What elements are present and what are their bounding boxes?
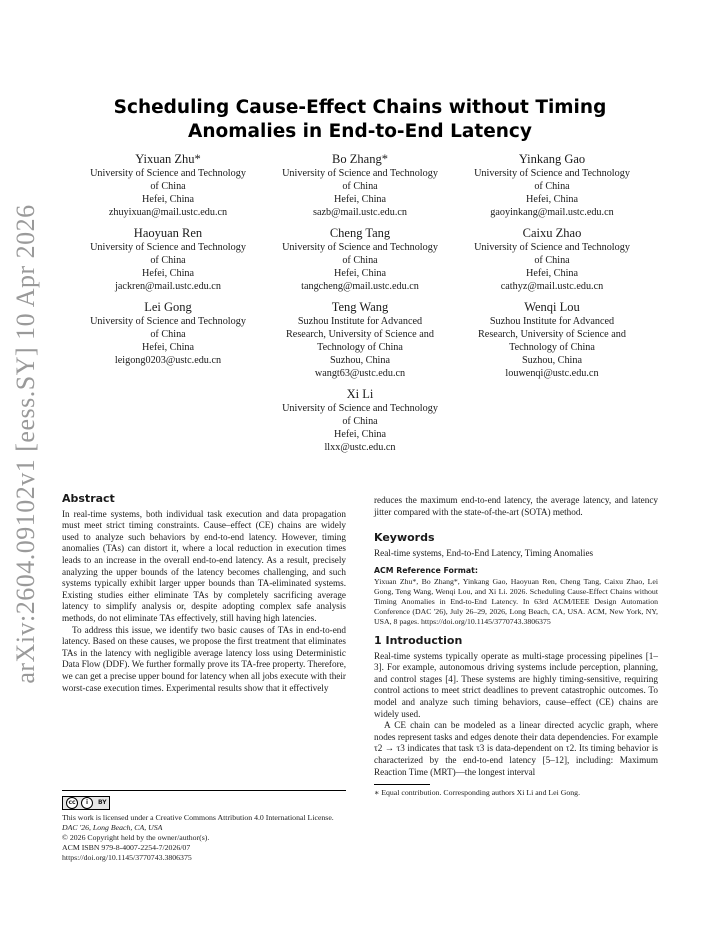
author-card [264, 299, 456, 380]
author-card [72, 151, 264, 219]
abstract-paragraph-2: To address this issue, we identify two basic causes of TAs in end-to-end latency. Based on these causes, we propose the first treatment that eliminates TAs in the latency with negligible average latency loss using Deterministic Data Flow (DDF). We further formally prove its TA-free property. Therefore, we can get a precise upper bound for latency when all jobs execute with their worst-case execution times. Experimental results show that it effectively [62, 624, 346, 693]
author-affiliation-line: of China [342, 181, 378, 192]
author-row [72, 225, 648, 293]
author-card [72, 225, 264, 293]
author-affiliation-line: Hefei, China [525, 268, 579, 279]
author-card [264, 386, 456, 454]
left-column [62, 493, 346, 694]
author-affiliation-line: Suzhou Institute for Advanced [489, 316, 615, 327]
author-block [72, 151, 648, 460]
author-email: gaoyinkang@mail.ustc.edu.cn [490, 207, 614, 218]
author-card [456, 225, 648, 293]
author-affiliation-line: University of Science and Technology [90, 242, 246, 253]
author-affiliation-line: Technology of China [317, 342, 403, 353]
author-affiliation-line: of China [150, 329, 186, 340]
right-column [374, 495, 658, 798]
footnote: ∗ Equal contribution. Corresponding authors Xi Li and Lei Gong. [374, 788, 581, 798]
footnote-rule [374, 784, 430, 785]
author-affiliation-line: Hefei, China [333, 194, 387, 205]
author-email: leigong0203@ustc.edu.cn [114, 355, 222, 366]
acm-ref-text: Yixuan Zhu*, Bo Zhang*, Yinkang Gao, Haoyuan Ren, Cheng Tang, Caixu Zhao, Lei Gong, Teng Wang, Wenqi Lou, and Xi Li. 2026. Scheduling Cause-Effect Chains without Timing Anomalies in End-to-End Latency. In 63rd ACM/IEEE Design Automation Conference (DAC '26), July 26–29, 2026, Long Beach, CA, USA. ACM, New York, NY, USA, 8 pages. https://doi.org/10.1145/3770743.3806375 [374, 576, 658, 626]
author-card [264, 225, 456, 293]
author-email: cathyz@mail.ustc.edu.cn [500, 281, 604, 292]
license-block [62, 790, 346, 863]
author-affiliation-line: of China [150, 181, 186, 192]
author-affiliation-line: Technology of China [509, 342, 595, 353]
abstract-paragraph-1: In real-time systems, both individual task execution and data propagation must meet strict timing constraints. Cause–effect (CE) chains are widely used to analyze such behaviors by end-to-end latency. However, timing anomalies (TAs) can distort it, where a local reduction in execution times leads to an increase in the overall end-to-end latency. As a result, precisely analyzing the upper bounds of the latency becomes challenging, and such systems typically exhibit larger upper bounds than TA-eliminated systems. Existing studies either eliminate TAs by completely sacrificing average latency to simplify analysis or, despite adopting complex safe analysis methods, do not eliminate TAs effectively, still having high latencies. [62, 508, 346, 623]
author-card [456, 151, 648, 219]
license-line: ACM ISBN 979-8-4007-2254-7/2026/07 [62, 843, 191, 852]
author-affiliation-line: of China [342, 416, 378, 427]
author-affiliation-line: University of Science and Technology [474, 242, 630, 253]
author-affiliation-line: Research, University of Science and [478, 329, 626, 340]
author-email: wangt63@ustc.edu.cn [314, 368, 406, 379]
author-affiliation-line: Suzhou, China [330, 355, 390, 366]
license-line: https://doi.org/10.1145/3770743.3806375 [62, 853, 192, 862]
author-card [456, 299, 648, 380]
author-name: Yinkang Gao [518, 152, 586, 166]
author-affiliation-line: University of Science and Technology [90, 168, 246, 179]
author-affiliation-line: University of Science and Technology [282, 242, 438, 253]
author-row [72, 299, 648, 380]
introduction-heading: 1 Introduction [374, 633, 463, 647]
author-name: Bo Zhang* [332, 152, 388, 166]
author-name: Yixuan Zhu* [135, 152, 201, 166]
author-row [72, 386, 648, 454]
author-name: Cheng Tang [329, 226, 391, 240]
keywords-text: Real-time systems, End-to-End Latency, Timing Anomalies [374, 547, 594, 558]
author-affiliation-line: University of Science and Technology [282, 403, 438, 414]
author-affiliation-line: Suzhou, China [522, 355, 582, 366]
author-email: tangcheng@mail.ustc.edu.cn [301, 281, 419, 292]
creative-commons-icon: cc i BY [62, 796, 110, 810]
license-rule [62, 790, 346, 791]
author-affiliation-line: of China [534, 255, 570, 266]
author-email: sazb@mail.ustc.edu.cn [313, 207, 407, 218]
author-card [72, 299, 264, 380]
author-name: Lei Gong [144, 300, 192, 314]
author-email: louwenqi@ustc.edu.cn [505, 368, 599, 379]
license-line: DAC '26, Long Beach, CA, USA [62, 823, 163, 832]
author-name: Wenqi Lou [524, 300, 580, 314]
author-name: Caixu Zhao [522, 226, 582, 240]
license-line: © 2026 Copyright held by the owner/author(s). [62, 833, 210, 842]
author-email: llxx@ustc.edu.cn [324, 442, 396, 453]
author-affiliation-line: of China [342, 255, 378, 266]
author-card [264, 151, 456, 219]
author-name: Teng Wang [331, 300, 389, 314]
license-text [62, 813, 346, 863]
author-affiliation-line: Hefei, China [333, 268, 387, 279]
author-email: jackren@mail.ustc.edu.cn [115, 281, 221, 292]
author-name: Xi Li [346, 387, 374, 401]
intro-paragraph-1: Real-time systems typically operate as multi-stage processing pipelines [1–3]. For example, autonomous driving systems include perception, planning, and control stages [4]. These systems are highly timing-sensitive, requiring control actions to meet strict deadlines to prevent catastrophic outcomes. To model and analyze such timing behaviors, cause–effect (CE) chains are widely used. [374, 650, 658, 719]
author-row [72, 151, 648, 219]
author-affiliation-line: of China [534, 181, 570, 192]
intro-paragraph-2: A CE chain can be modeled as a linear directed acyclic graph, where nodes represent tasks and edges denote their data dependencies. For example τ2 → τ3 indicates that task τ3 is data-dependent on τ2. Its timing behavior is characterized by the end-to-end latency [5–12], including: Maximum Reaction Time (MRT)—the longest interval [374, 720, 658, 777]
author-name: Haoyuan Ren [133, 226, 203, 240]
author-affiliation-line: University of Science and Technology [474, 168, 630, 179]
license-line: This work is licensed under a Creative Commons Attribution 4.0 International License. [62, 813, 334, 822]
author-affiliation-line: University of Science and Technology [282, 168, 438, 179]
author-affiliation-line: Hefei, China [525, 194, 579, 205]
author-affiliation-line: University of Science and Technology [90, 316, 246, 327]
author-affiliation-line: of China [150, 255, 186, 266]
author-affiliation-line: Suzhou Institute for Advanced [297, 316, 423, 327]
author-affiliation-line: Hefei, China [333, 429, 387, 440]
abstract-heading: Abstract [62, 492, 115, 505]
abstract-paragraph-3: reduces the maximum end-to-end latency, the average latency, and latency jitter compared with the state-of-the-art (SOTA) method. [374, 495, 658, 517]
paper-title: Scheduling Cause-Effect Chains without Timing Anomalies in End-to-End Latency [113, 97, 607, 142]
author-email: zhuyixuan@mail.ustc.edu.cn [108, 207, 228, 218]
author-affiliation-line: Research, University of Science and [286, 329, 434, 340]
author-affiliation-line: Hefei, China [141, 194, 195, 205]
author-affiliation-line: Hefei, China [141, 342, 195, 353]
acm-ref-heading: ACM Reference Format: [374, 566, 478, 576]
keywords-heading: Keywords [374, 531, 435, 545]
arxiv-stamp: arXiv:2604.09102v1 [eess.SY] 10 Apr 2026 [11, 204, 40, 684]
author-affiliation-line: Hefei, China [141, 268, 195, 279]
